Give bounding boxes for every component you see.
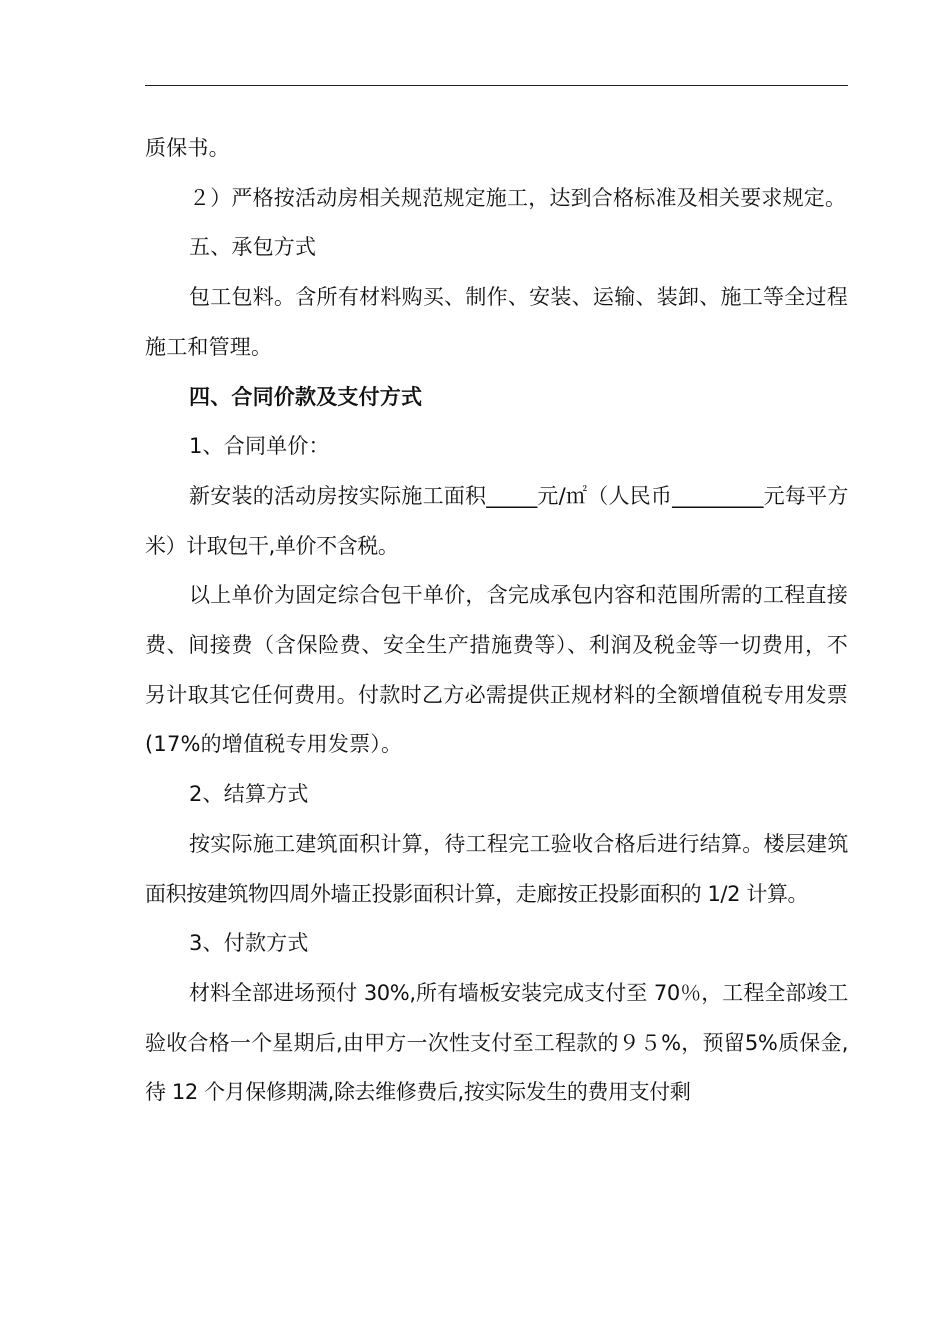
subheading-payment-method: 3、付款方式	[189, 931, 309, 956]
subheading-settlement-method: 2、结算方式	[189, 782, 309, 807]
section-heading-contracting-method: 五、承包方式	[189, 235, 317, 260]
header-rule	[145, 85, 848, 86]
paragraph-warranty-end: 质保书。	[145, 136, 230, 160]
document-body	[145, 124, 848, 1118]
paragraph-settlement-terms: 按实际施工建筑面积计算，待工程完工验收合格后进行结算。楼层建筑面积按建筑物四周外墙正投影面积计算，走廊按正投影面积的 1/2 计算。	[145, 831, 848, 906]
subheading-unit-price: 1、合同单价：	[189, 434, 330, 459]
section-heading-contract-price: 四、合同价款及支付方式	[189, 384, 423, 409]
paragraph-unit-price-terms: 新安装的活动房按实际施工面积_____元/㎡（人民币_________元每平方米）计取包干,单价不含税。	[145, 483, 848, 558]
paragraph-payment-terms: 材料全部进场预付 30%,所有墙板安装完成支付至 70％，工程全部竣工验收合格一个星期后,由甲方一次性支付至工程款的９５%，预留5%质保金,待 12 个月保修期满,除去维修费后,按实际发生的费用支付剩	[145, 980, 848, 1105]
paragraph-construction-standard: ２）严格按活动房相关规范规定施工，达到合格标准及相关要求规定。	[189, 185, 847, 210]
paragraph-contracting-scope: 包工包料。含所有材料购买、制作、安装、运输、装卸、施工等全过程施工和管理。	[145, 285, 848, 359]
paragraph-price-inclusions: 以上单价为固定综合包干单价，含完成承包内容和范围所需的工程直接费、间接费（含保险费、安全生产措施费等）、利润及税金等一切费用，不另计取其它任何费用。付款时乙方必需提供正规材料的全额增值税专用发票(17%的增值税专用发票）。	[145, 583, 848, 757]
